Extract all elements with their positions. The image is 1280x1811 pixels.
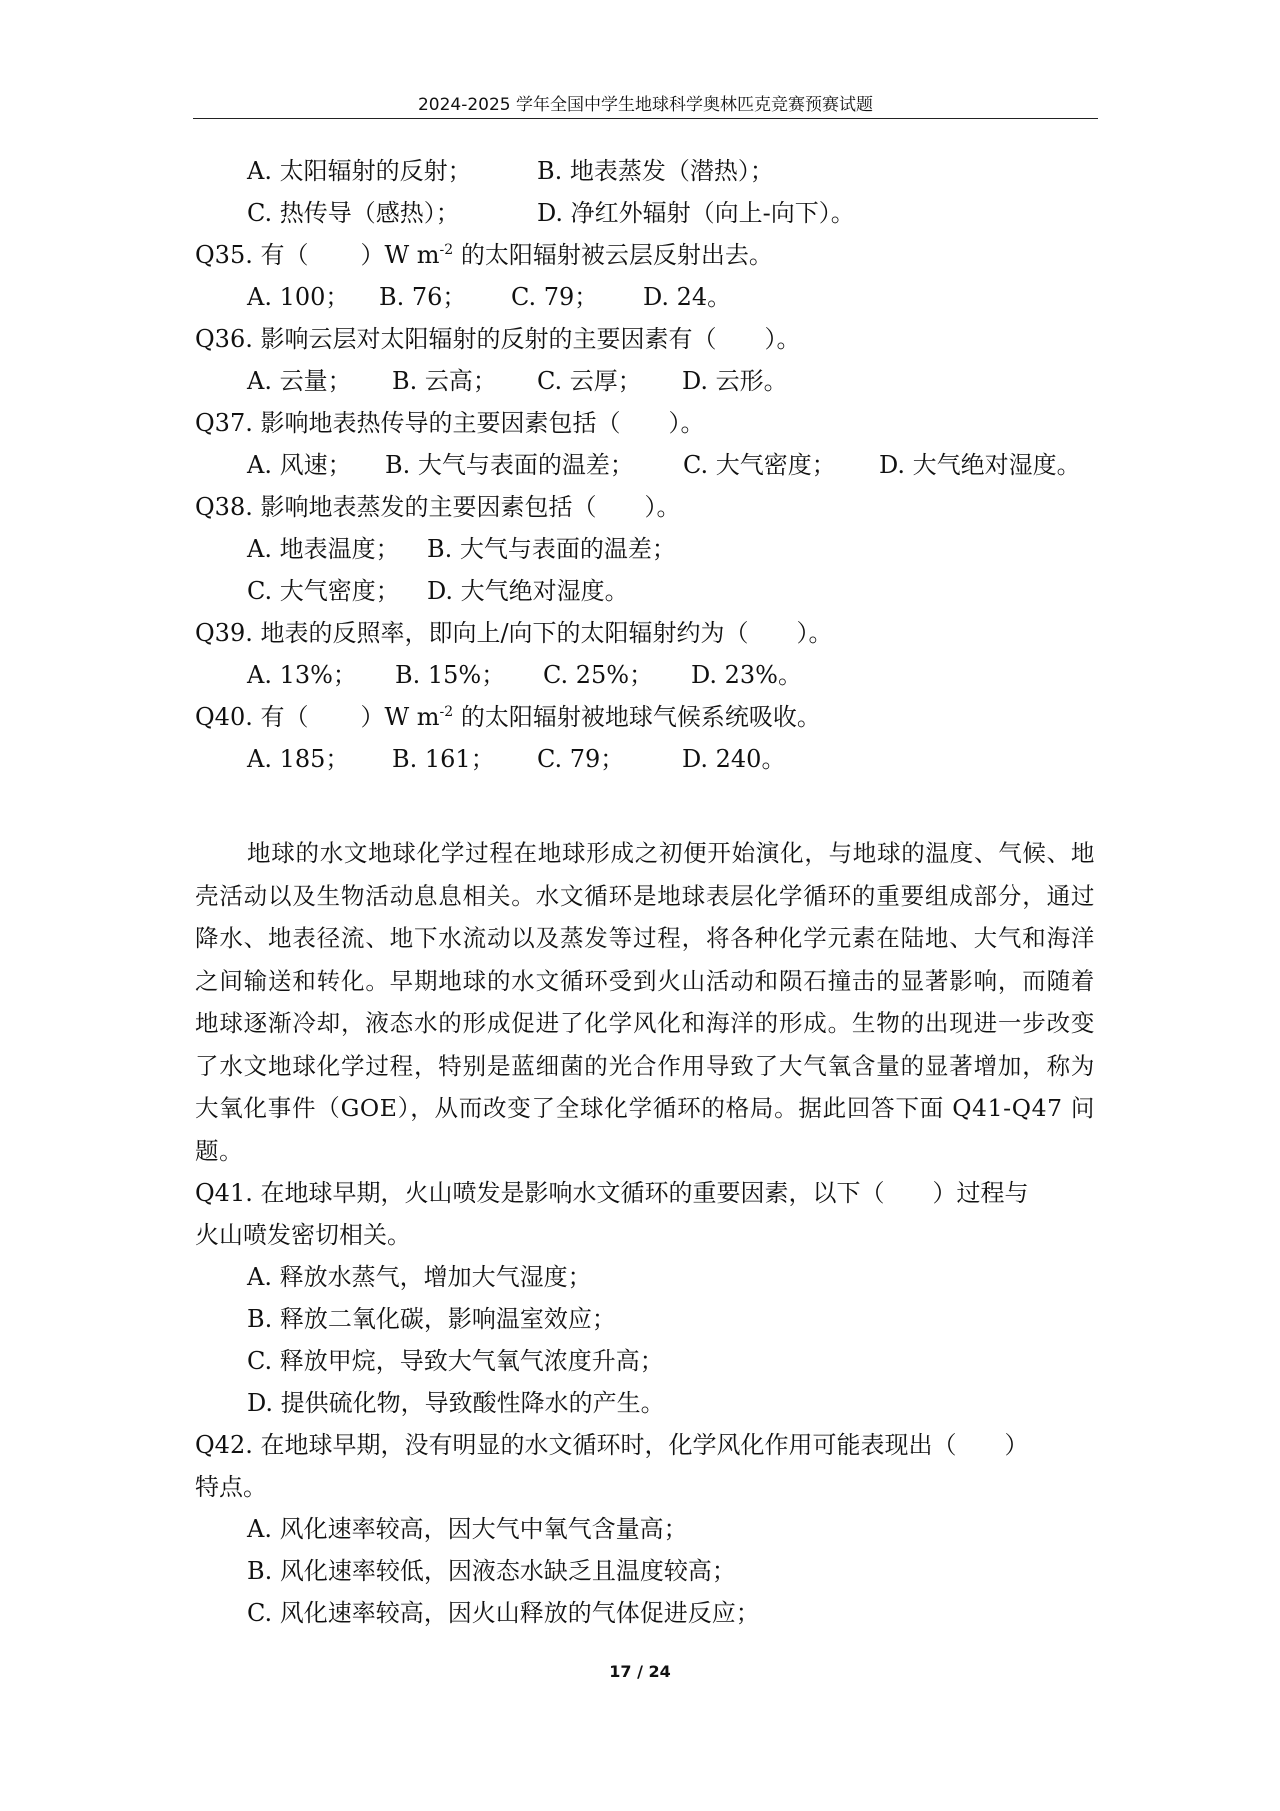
q35-text: 的太阳辐射被云层反射出去。: [453, 241, 773, 269]
q36-option-d: D. 云形。: [682, 367, 788, 395]
q41-question-line-2: 火山喷发密切相关。: [195, 1221, 411, 1249]
q41-option-d: D. 提供硫化物，导致酸性降水的产生。: [247, 1389, 665, 1417]
q37-option-a: A. 风速；: [247, 451, 352, 479]
q40-unit: ）W m: [360, 703, 440, 731]
q40-question: [195, 696, 1095, 738]
reading-passage: 地球的水文地球化学过程在地球形成之初便开始演化，与地球的温度、气候、地壳活动以及生物活动息息相关。水文循环是地球表层化学循环的重要组成部分，通过降水、地表径流、地下水流动以及蒸发等过程，将各种化学元素在陆地、大气和海洋之间输送和转化。早期地球的水文循环受到火山活动和陨石撞击的显著影响，而随着地球逐渐冷却，液态水的形成促进了化学风化和海洋的形成。生物的出现进一步改变了水文地球化学过程，特别是蓝细菌的光合作用导致了大气氧含量的显著增加，称为大氧化事件（GOE），从而改变了全球化学循环的格局。据此回答下面 Q41-Q47 问题。: [195, 839, 1095, 1165]
q41-option-b: B. 释放二氧化碳，影响温室效应；: [247, 1305, 616, 1333]
q38-option-b: B. 大气与表面的温差；: [427, 535, 676, 563]
q34-options-row-1: [195, 150, 1095, 192]
q37-question: Q37. 影响地表热传导的主要因素包括（ ）。: [195, 409, 705, 437]
q42-question-line-1: Q42. 在地球早期，没有明显的水文循环时，化学风化作用可能表现出（ ）: [195, 1431, 1029, 1459]
q37-options: [195, 444, 1095, 486]
q35-options: [195, 276, 1095, 318]
header-divider: [193, 118, 1098, 119]
q35-question: [195, 234, 1095, 276]
q35-option-c: C. 79；: [511, 283, 599, 311]
q35-unit: ）W m: [360, 241, 440, 269]
q36-option-a: A. 云量；: [247, 367, 352, 395]
q40-option-d: D. 240。: [682, 745, 786, 773]
page-content: [195, 150, 1095, 1634]
q38-question: Q38. 影响地表蒸发的主要因素包括（ ）。: [195, 493, 681, 521]
q35-unit-exponent: -2: [439, 242, 454, 258]
q40-option-c: C. 79；: [537, 745, 625, 773]
q38-options-row-1: [195, 528, 1095, 570]
q41-question-line-1: Q41. 在地球早期，火山喷发是影响水文循环的重要因素，以下（ ）过程与: [195, 1179, 1029, 1207]
q40-options: [195, 738, 1095, 780]
q37-option-b: B. 大气与表面的温差；: [385, 451, 634, 479]
q38-option-d: D. 大气绝对湿度。: [427, 577, 629, 605]
q41-option-a: A. 释放水蒸气，增加大气湿度；: [247, 1263, 592, 1291]
q39-options: [195, 654, 1095, 696]
q40-option-a: A. 185；: [247, 745, 350, 773]
q39-option-a: A. 13%；: [247, 661, 357, 689]
q39-question: Q39. 地表的反照率，即向上/向下的太阳辐射约为（ ）。: [195, 619, 833, 647]
q42-question-line-2: 特点。: [195, 1473, 267, 1501]
q42-option-b: B. 风化速率较低，因液态水缺乏且温度较高；: [247, 1557, 736, 1585]
q35-option-a: A. 100；: [247, 283, 350, 311]
q34-option-d: D. 净红外辐射（向上-向下）。: [537, 199, 855, 227]
q39-option-b: B. 15%；: [395, 661, 506, 689]
q37-option-d: D. 大气绝对湿度。: [879, 451, 1081, 479]
q39-option-d: D. 23%。: [691, 661, 802, 689]
page-number: 17 / 24: [609, 1662, 671, 1681]
q37-option-c: C. 大气密度；: [683, 451, 836, 479]
q35-prefix: Q35. 有（: [195, 241, 309, 269]
q36-question: Q36. 影响云层对太阳辐射的反射的主要因素有（ ）。: [195, 325, 801, 353]
q35-option-d: D. 24。: [643, 283, 732, 311]
q38-option-c: C. 大气密度；: [247, 577, 400, 605]
q42-option-a: A. 风化速率较高，因大气中氧气含量高；: [247, 1515, 688, 1543]
q40-prefix: Q40. 有（: [195, 703, 309, 731]
q36-options: [195, 360, 1095, 402]
q38-options-row-2: [195, 570, 1095, 612]
q36-option-b: B. 云高；: [392, 367, 497, 395]
q40-option-b: B. 161；: [392, 745, 495, 773]
q40-text: 的太阳辐射被地球气候系统吸收。: [453, 703, 821, 731]
q40-unit-exponent: -2: [439, 704, 454, 720]
q35-option-b: B. 76；: [379, 283, 467, 311]
q36-option-c: C. 云厚；: [537, 367, 642, 395]
q34-options-row-2: [195, 192, 1095, 234]
q39-option-c: C. 25%；: [543, 661, 654, 689]
q34-option-c: C. 热传导（感热）；: [247, 199, 460, 227]
q38-option-a: A. 地表温度；: [247, 535, 400, 563]
q34-option-b: B. 地表蒸发（潜热）；: [537, 157, 774, 185]
q41-option-c: C. 释放甲烷，导致大气氧气浓度升高；: [247, 1347, 664, 1375]
page-header-title: 2024-2025 学年全国中学生地球科学奥林匹克竞赛预赛试题: [417, 95, 874, 115]
q42-option-c: C. 风化速率较高，因火山释放的气体促进反应；: [247, 1599, 760, 1627]
q34-option-a: A. 太阳辐射的反射；: [247, 157, 472, 185]
